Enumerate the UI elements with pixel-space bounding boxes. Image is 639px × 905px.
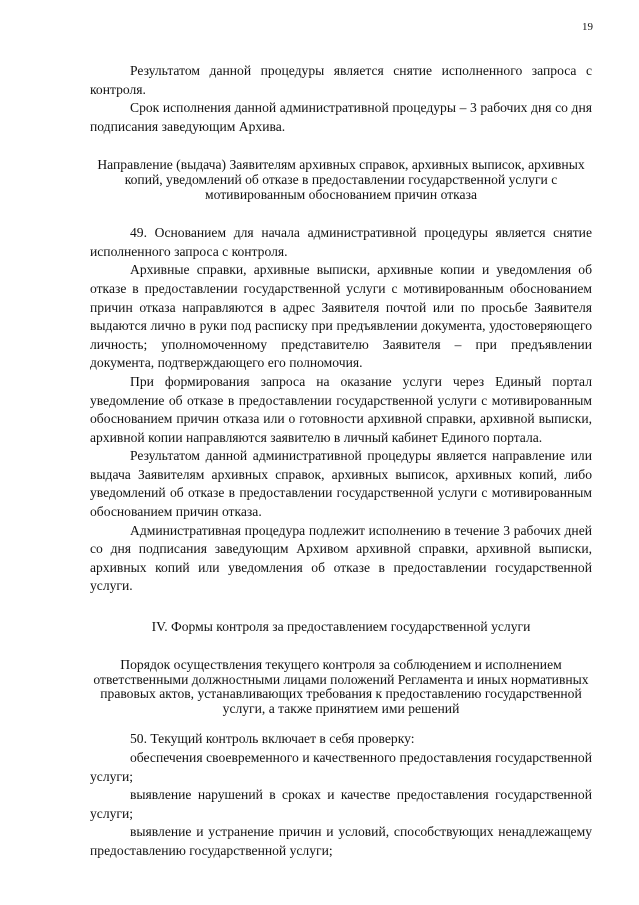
subheading-issuance: Направление (выдача) Заявителям архивных справок, архивных выписок, архивных копий, уведомлений об отказе в предоставлении государственной услуги с мотивированным обоснованием причин отказа <box>97 157 585 202</box>
paragraph-procedure-result: Результатом данной административной процедуры является направление или выдача Заявителям архивных справок, архивных выписок, архивных копий, либо уведомлений об отказе в предоставлении государственной услуги с мотивированным обоснованием причин отказа. <box>90 448 592 520</box>
paragraph-portal-notice: При формирования запроса на оказание услуги через Единый портал уведомление об отказе в предоставлении государственной услуги с мотивированным обоснованием причин отказа или о готовности архивной справки, архивной выписки, архивной копии направляются заявителю в личный кабинет Единого портала. <box>90 373 592 445</box>
paragraph-result-removal: Результатом данной процедуры является снятие исполненного запроса с контроля. <box>90 63 592 97</box>
subheading-control-order: Порядок осуществления текущего контроля за соблюдением и исполнением ответственными должностными лицами положений Регламента и иных нормативных правовых актов, устанавливающих требования к предоставлению государственной услуги, а также принятием ими решений <box>93 657 589 716</box>
section-title-iv: IV. Формы контроля за предоставлением государственной услуги <box>151 619 531 635</box>
page-number: 19 <box>582 21 593 33</box>
paragraph-check-quality: обеспечения своевременного и качественного предоставления государственной услуги; <box>90 750 592 784</box>
document-content <box>90 62 592 861</box>
paragraph-check-causes: выявление и устранение причин и условий, способствующих ненадлежащему предоставлению государственной услуги; <box>90 824 592 858</box>
paragraph-49: 49. Основанием для начала административной процедуры является снятие исполненного запроса с контроля. <box>90 225 592 259</box>
paragraph-check-violations: выявление нарушений в сроках и качестве предоставления государственной услуги; <box>90 787 592 821</box>
paragraph-50: 50. Текущий контроль включает в себя проверку: <box>130 731 415 747</box>
paragraph-deadline-3-days: Срок исполнения данной административной процедуры – 3 рабочих дня со дня подписания заведующим Архива. <box>90 100 592 134</box>
paragraph-procedure-timeframe: Административная процедура подлежит исполнению в течение 3 рабочих дней со дня подписания заведующим Архивом архивной справки, архивной выписки, архивных копий или уведомления об отказе в предоставлении государственной услуги. <box>90 522 592 594</box>
paragraph-delivery-methods: Архивные справки, архивные выписки, архивные копии и уведомления об отказе в предоставлении государственной услуги с мотивированным обоснованием причин отказа направляются в адрес Заявителя почтой или по просьбе Заявителя выдаются лично в руки под расписку при предъявлении документа, удостоверяющего личность; уполномоченному представителю Заявителя – при предъявлении документа, подтверждающего его полномочия. <box>90 262 592 371</box>
